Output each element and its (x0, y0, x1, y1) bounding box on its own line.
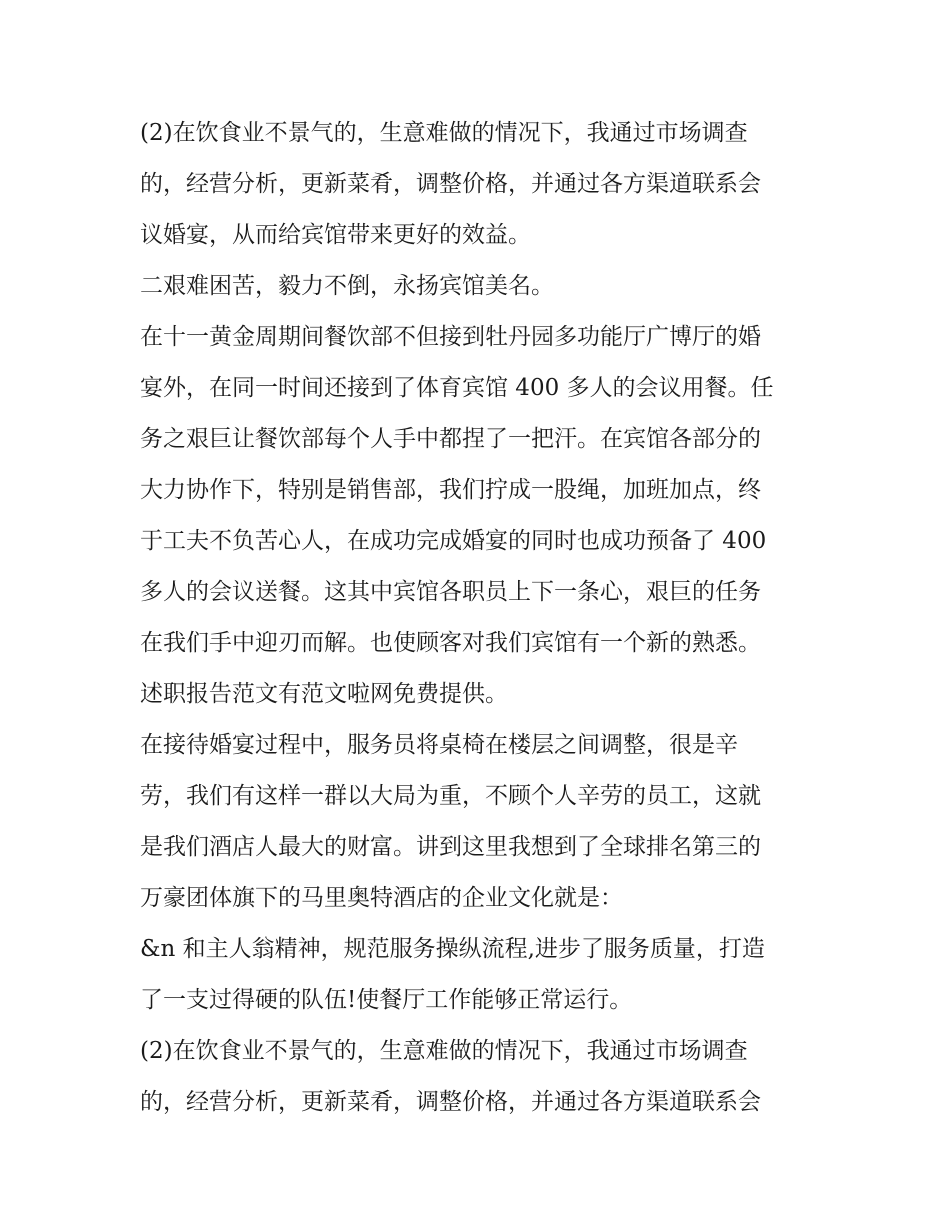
document-body (140, 108, 820, 1128)
text-line-8: 大力协作下，特别是销售部，我们拧成一股绳，加班加点，终 (140, 477, 761, 503)
text-line-4: 二艰难困苦，毅力不倒，永扬宾馆美名。 (140, 273, 554, 299)
text-line-2: 的，经营分析，更新菜肴，调整价格，并通过各方渠道联系会 (140, 171, 761, 197)
text-line-13: 在接待婚宴过程中，服务员将桌椅在楼层之间调整，很是辛 (140, 732, 738, 758)
text-line-12: 述职报告范文有范文啦网免费提供。 (140, 681, 508, 707)
text-line-5: 在十一黄金周期间餐饮部不但接到牡丹园多功能厅广博厅的婚 (140, 324, 761, 350)
text-line-19: (2)在饮食业不景气的，生意难做的情况下，我通过市场调查 (140, 1038, 748, 1064)
text-line-1: (2)在饮食业不景气的，生意难做的情况下，我通过市场调查 (140, 120, 748, 146)
text-line-17: &n 和主人翁精神，规范服务操纵流程,进步了服务质量，打造 (140, 936, 765, 962)
text-line-16: 万豪团体旗下的马里奥特酒店的企业文化就是： (140, 885, 623, 911)
text-line-7: 务之艰巨让餐饮部每个人手中都捏了一把汗。在宾馆各部分的 (140, 426, 761, 452)
text-line-3: 议婚宴，从而给宾馆带来更好的效益。 (140, 222, 531, 248)
text-line-20: 的，经营分析，更新菜肴，调整价格，并通过各方渠道联系会 (140, 1089, 761, 1115)
text-line-10: 多人的会议送餐。这其中宾馆各职员上下一条心，艰巨的任务 (140, 579, 761, 605)
text-line-15: 是我们酒店人最大的财富。讲到这里我想到了全球排名第三的 (140, 834, 761, 860)
text-line-11: 在我们手中迎刃而解。也使顾客对我们宾馆有一个新的熟悉。 (140, 630, 761, 656)
text-line-18: 了一支过得硬的队伍!使餐厅工作能够正常运行。 (140, 987, 633, 1013)
text-line-14: 劳，我们有这样一群以大局为重，不顾个人辛劳的员工，这就 (140, 783, 761, 809)
text-line-9: 于工夫不负苦心人，在成功完成婚宴的同时也成功预备了 400 (140, 528, 767, 554)
text-line-6: 宴外，在同一时间还接到了体育宾馆 400 多人的会议用餐。任 (140, 375, 774, 401)
